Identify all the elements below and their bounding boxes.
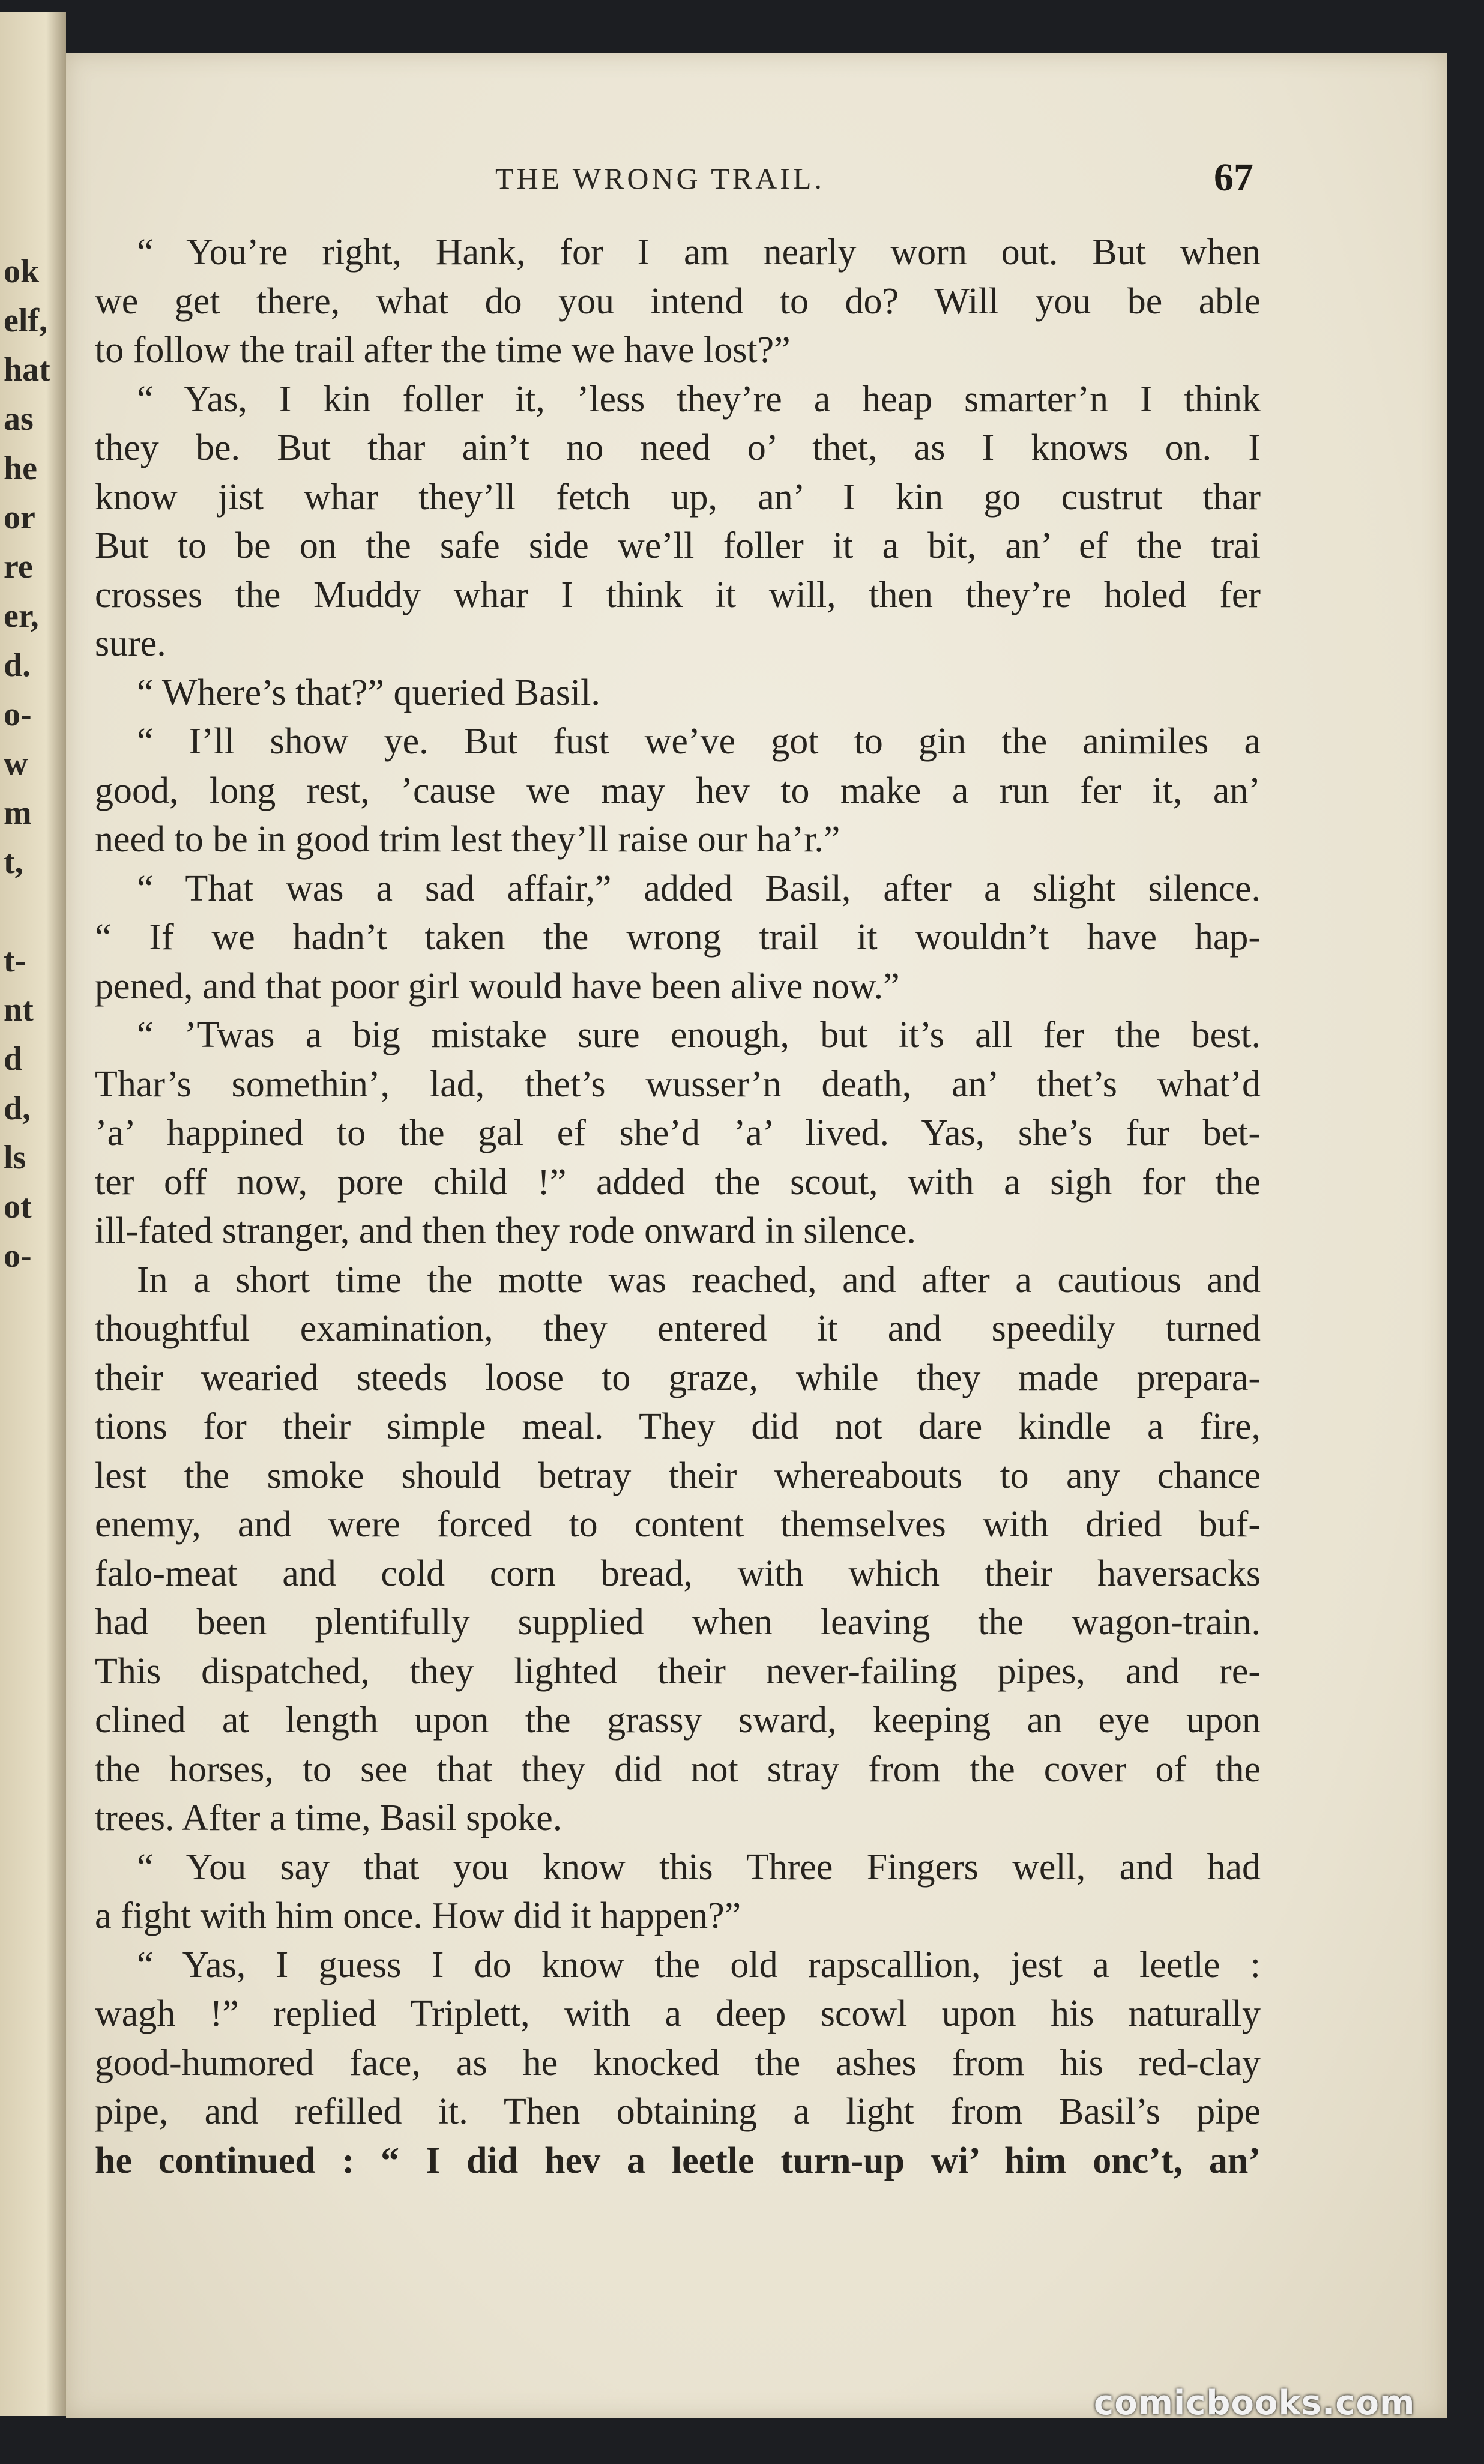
page-number: 67: [1214, 156, 1253, 199]
previous-page-fragment: or: [4, 499, 35, 536]
text-line: “ Yas, I kin foller it, ’less they’re a heap smarter’n I think: [137, 378, 1261, 420]
text-line: they be. But thar ain’t no need o’ thet, as I knows on. I: [95, 427, 1261, 468]
text-line: This dispatched, they lighted their never-failing pipes, and re-: [95, 1650, 1261, 1692]
previous-page-fragment: nt: [4, 991, 34, 1028]
running-head: [66, 155, 1447, 209]
previous-page-fragment: t-: [4, 942, 26, 979]
text-line: good-humored face, as he knocked the ashes from his red-clay: [95, 2042, 1261, 2083]
text-line: thoughtful examination, they entered it and speedily turned: [95, 1308, 1261, 1349]
text-line: to follow the trail after the time we have lost?”: [95, 330, 791, 370]
text-line: falo-meat and cold corn bread, with which their haversacks: [95, 1553, 1261, 1594]
previous-page-fragment: d,: [4, 1090, 31, 1127]
previous-page-fragment: o-: [4, 696, 32, 733]
text-line: good, long rest, ’cause we may hev to make a run fer it, an’: [95, 770, 1261, 811]
text-line: “ I’ll show ye. But fust we’ve got to gin the animiles a: [137, 721, 1261, 762]
text-line: “ You say that you know this Three Fingers well, and had: [137, 1846, 1261, 1888]
text-line: pipe, and refilled it. Then obtaining a light from Basil’s pipe: [95, 2091, 1261, 2132]
text-line: know jist whar they’ll fetch up, an’ I kin go custrut thar: [95, 476, 1261, 518]
text-line: clined at length upon the grassy sward, keeping an eye upon: [95, 1700, 1261, 1741]
text-line: ’a’ happined to the gal ef she’d ’a’ lived. Yas, she’s fur bet-: [95, 1113, 1261, 1153]
previous-page-fragment: he: [4, 450, 37, 487]
previous-page-fragment: elf,: [4, 302, 48, 339]
text-line: tions for their simple meal. They did not dare kindle a fire,: [95, 1406, 1261, 1447]
text-line: trees. After a time, Basil spoke.: [95, 1798, 563, 1838]
running-title: THE WRONG TRAIL.: [495, 162, 825, 195]
text-line: “ Yas, I guess I do know the old rapscallion, jest a leetle :: [137, 1944, 1261, 1985]
text-line: “ Where’s that?” queried Basil.: [137, 672, 600, 713]
text-line: enemy, and were forced to content themselves with dried buf-: [95, 1504, 1261, 1545]
text-line: Thar’s somethin’, lad, thet’s wusser’n death, an’ thet’s what’d: [95, 1063, 1261, 1105]
text-line: “ ’Twas a big mistake sure enough, but it’s all fer the best.: [137, 1015, 1261, 1055]
text-line: wagh !” replied Triplett, with a deep scowl upon his naturally: [95, 1993, 1261, 2034]
book-page: [66, 53, 1447, 2418]
text-line: their wearied steeds loose to graze, while they made prepara-: [95, 1357, 1261, 1398]
previous-page-fragment: as: [4, 400, 34, 438]
previous-page-fragment: d.: [4, 647, 31, 684]
text-line: the horses, to see that they did not stray from the cover of the: [95, 1748, 1261, 1790]
text-line: he continued : “ I did hev a leetle turn-up wi’ him onc’t, an’: [95, 2140, 1261, 2181]
text-line: “ You’re right, Hank, for I am nearly worn out. But when: [137, 232, 1261, 273]
text-line: a fight with him once. How did it happen?”: [95, 1895, 741, 1936]
body-text: [95, 228, 1261, 2185]
text-line: lest the smoke should betray their whereabouts to any chance: [95, 1455, 1261, 1496]
previous-page-edge: [0, 12, 66, 2416]
text-line: “ If we hadn’t taken the wrong trail it wouldn’t have hap-: [95, 917, 1261, 958]
text-line: But to be on the safe side we’ll foller it a bit, an’ ef the trai: [95, 525, 1261, 566]
watermark: comicbooks.com: [1094, 2384, 1416, 2423]
previous-page-fragment: hat: [4, 351, 50, 388]
text-line: pened, and that poor girl would have been alive now.”: [95, 965, 900, 1007]
text-line: In a short time the motte was reached, and after a cautious and: [137, 1259, 1261, 1300]
previous-page-fragment: m: [4, 794, 32, 832]
text-line: had been plentifully supplied when leaving the wagon-train.: [95, 1602, 1261, 1643]
previous-page-fragment: ok: [4, 253, 40, 290]
previous-page-fragment: re: [4, 548, 33, 585]
text-line: ill-fated stranger, and then they rode onward in silence.: [95, 1210, 916, 1251]
text-line: need to be in good trim lest they’ll raise our ha’r.”: [95, 819, 840, 860]
text-line: sure.: [95, 623, 166, 664]
previous-page-fragment: w: [4, 745, 28, 782]
previous-page-fragment: t,: [4, 844, 23, 881]
text-line: “ That was a sad affair,” added Basil, after a slight silence.: [137, 868, 1261, 909]
previous-page-fragment: o-: [4, 1237, 32, 1275]
previous-page-fragment: d: [4, 1040, 23, 1078]
text-line: ter off now, pore child !” added the scout, with a sigh for the: [95, 1161, 1261, 1203]
previous-page-fragment: ot: [4, 1188, 32, 1225]
text-line: we get there, what do you intend to do? Will you be able: [95, 280, 1261, 322]
text-line: crosses the Muddy whar I think it will, then they’re holed fer: [95, 574, 1261, 615]
previous-page-fragment: er,: [4, 597, 39, 635]
previous-page-fragment: ls: [4, 1139, 26, 1176]
